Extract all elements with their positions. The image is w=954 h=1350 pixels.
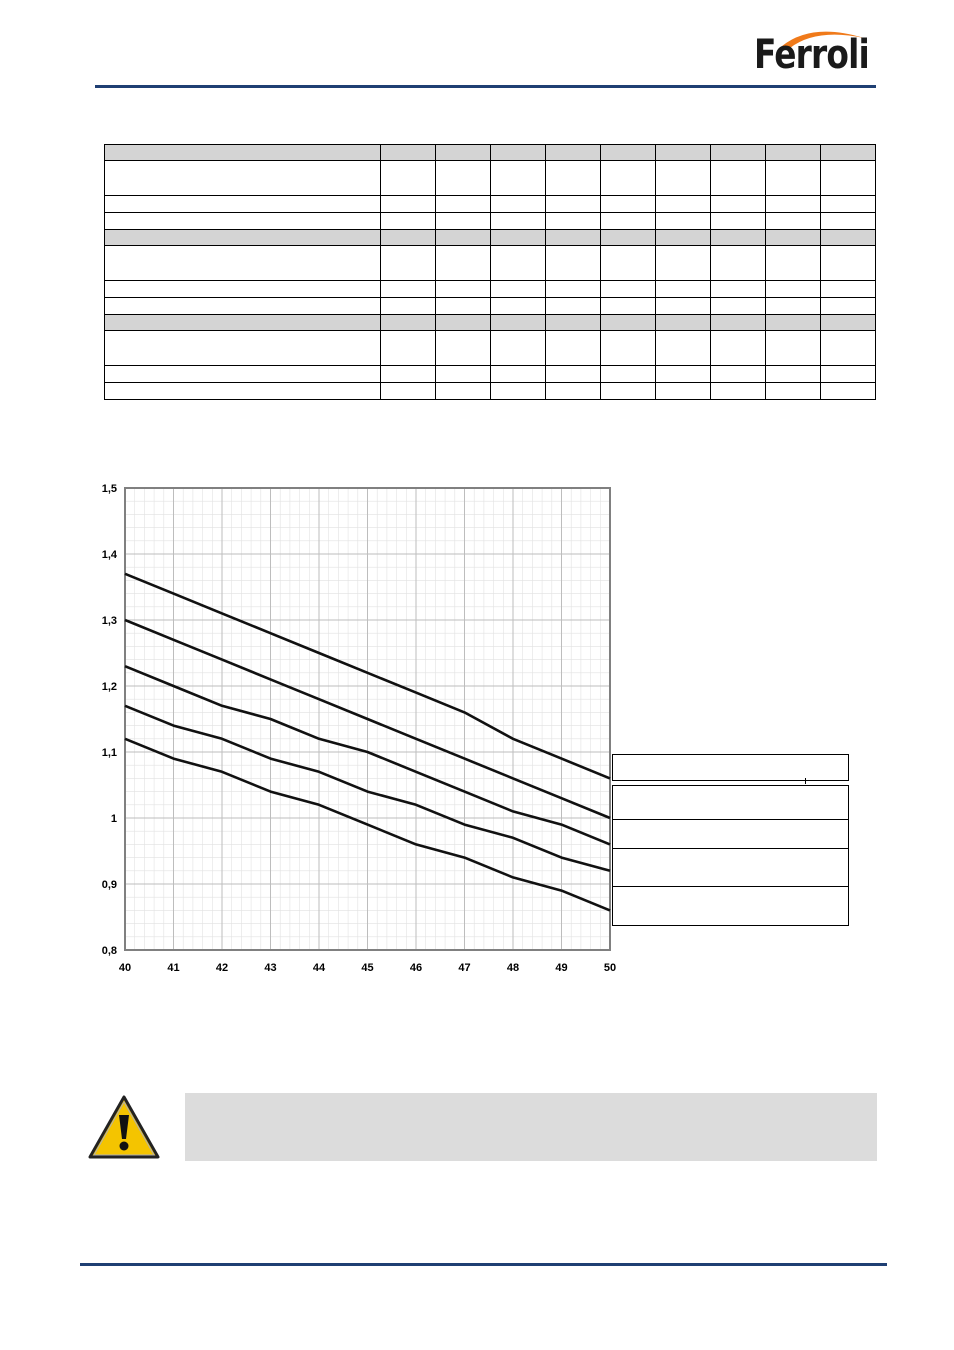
x-tick-label: 46	[409, 962, 423, 974]
table-cell	[546, 246, 601, 281]
table-cell	[766, 281, 821, 298]
table-cell	[656, 145, 711, 161]
x-tick-label: 43	[264, 962, 277, 974]
table-cell	[436, 298, 491, 315]
legend-header-box	[612, 754, 849, 781]
x-tick-label: 47	[458, 962, 471, 974]
table-row	[105, 145, 876, 161]
table-cell	[711, 383, 766, 400]
y-tick-label: 0,9	[101, 879, 117, 891]
table-cell	[546, 145, 601, 161]
table-cell	[436, 145, 491, 161]
table-cell	[766, 161, 821, 196]
table-cell	[656, 298, 711, 315]
table-cell	[821, 145, 876, 161]
table-cell	[601, 298, 656, 315]
table-cell	[601, 331, 656, 366]
table-cell	[766, 383, 821, 400]
table-cell	[381, 281, 436, 298]
table-cell	[436, 213, 491, 230]
table-cell	[436, 230, 491, 246]
table-cell	[546, 196, 601, 213]
table-cell	[711, 281, 766, 298]
table-cell	[766, 298, 821, 315]
legend-box-3	[612, 848, 849, 887]
table-cell	[601, 281, 656, 298]
table-cell	[381, 145, 436, 161]
table-cell	[766, 230, 821, 246]
table-cell	[105, 213, 381, 230]
table-cell	[711, 331, 766, 366]
table-cell	[766, 331, 821, 366]
table-cell	[711, 315, 766, 331]
table-row	[105, 196, 876, 213]
warning-triangle-icon	[86, 1093, 162, 1161]
legend-box-4	[612, 886, 849, 926]
legend-box-2	[612, 819, 849, 849]
table-cell	[381, 230, 436, 246]
table-cell	[711, 230, 766, 246]
table-cell	[711, 196, 766, 213]
table-cell	[491, 213, 546, 230]
y-tick-label: 1,2	[101, 681, 117, 693]
table-cell	[105, 281, 381, 298]
table-cell	[766, 366, 821, 383]
table-cell	[105, 246, 381, 281]
table-cell	[436, 366, 491, 383]
warning-note-box	[185, 1093, 877, 1161]
table-cell	[601, 366, 656, 383]
table-cell	[381, 161, 436, 196]
table-cell	[766, 246, 821, 281]
table-cell	[821, 298, 876, 315]
table-cell	[381, 366, 436, 383]
table-cell	[436, 161, 491, 196]
table-cell	[546, 315, 601, 331]
x-tick-label: 41	[167, 962, 180, 974]
table-cell	[105, 383, 381, 400]
table-cell	[711, 161, 766, 196]
x-tick-label: 40	[118, 962, 132, 974]
table-cell	[105, 331, 381, 366]
table-cell	[656, 246, 711, 281]
chart-y-tick-labels	[102, 483, 118, 957]
table-cell	[491, 383, 546, 400]
table-cell	[381, 213, 436, 230]
table-cell	[821, 331, 876, 366]
table-cell	[105, 298, 381, 315]
x-tick-label: 42	[215, 962, 229, 974]
table-cell	[601, 213, 656, 230]
y-tick-label: 1,1	[101, 747, 117, 759]
table-cell	[105, 366, 381, 383]
table-cell	[711, 145, 766, 161]
table-cell	[656, 161, 711, 196]
table-row	[105, 281, 876, 298]
table-cell	[656, 383, 711, 400]
table-cell	[491, 230, 546, 246]
table-cell	[381, 196, 436, 213]
table-row	[105, 331, 876, 366]
table-cell	[546, 298, 601, 315]
table-cell	[711, 366, 766, 383]
table-row	[105, 230, 876, 246]
table-cell	[546, 281, 601, 298]
table-cell	[105, 315, 381, 331]
table-row	[105, 383, 876, 400]
table-cell	[656, 281, 711, 298]
table-cell	[821, 383, 876, 400]
table-cell	[381, 383, 436, 400]
table-cell	[491, 196, 546, 213]
table-cell	[821, 213, 876, 230]
table-cell	[491, 281, 546, 298]
table-cell	[601, 161, 656, 196]
table-cell	[821, 230, 876, 246]
legend-tick-mark	[805, 778, 806, 784]
y-tick-label: 0,8	[101, 945, 117, 957]
table-cell	[105, 196, 381, 213]
x-tick-label: 49	[555, 962, 568, 974]
table-cell	[491, 366, 546, 383]
spec-table	[104, 144, 876, 400]
table-cell	[381, 246, 436, 281]
table-cell	[105, 161, 381, 196]
table-cell	[711, 246, 766, 281]
table-cell	[711, 213, 766, 230]
table-row	[105, 298, 876, 315]
table-cell	[821, 366, 876, 383]
header-rule	[95, 85, 876, 88]
table-row	[105, 246, 876, 281]
table-cell	[656, 196, 711, 213]
table-cell	[491, 161, 546, 196]
table-cell	[821, 315, 876, 331]
table-cell	[491, 315, 546, 331]
table-row	[105, 315, 876, 331]
table-cell	[546, 331, 601, 366]
table-row	[105, 366, 876, 383]
ferroli-logo	[752, 24, 878, 86]
y-tick-label: 1,5	[101, 483, 117, 495]
chart-x-tick-labels	[119, 962, 616, 974]
x-tick-label: 50	[603, 962, 617, 974]
correction-factor-chart	[90, 474, 630, 984]
table-cell	[491, 145, 546, 161]
table-cell	[766, 196, 821, 213]
table-cell	[656, 230, 711, 246]
table-cell	[436, 246, 491, 281]
table-cell	[546, 213, 601, 230]
y-tick-label: 1,3	[101, 615, 117, 627]
table-cell	[766, 213, 821, 230]
table-cell	[656, 366, 711, 383]
table-row	[105, 161, 876, 196]
table-cell	[381, 331, 436, 366]
table-cell	[821, 161, 876, 196]
table-cell	[436, 281, 491, 298]
table-cell	[656, 315, 711, 331]
table-cell	[491, 246, 546, 281]
table-cell	[821, 196, 876, 213]
table-cell	[105, 145, 381, 161]
x-tick-label: 48	[506, 962, 520, 974]
legend-box-1	[612, 785, 849, 820]
table-cell	[601, 230, 656, 246]
table-cell	[601, 383, 656, 400]
table-cell	[821, 281, 876, 298]
table-cell	[436, 315, 491, 331]
logo-wordmark: Ferroli	[754, 32, 869, 78]
table-cell	[601, 315, 656, 331]
table-cell	[381, 315, 436, 331]
table-cell	[546, 383, 601, 400]
table-cell	[546, 366, 601, 383]
table-cell	[491, 298, 546, 315]
table-cell	[601, 246, 656, 281]
table-cell	[821, 246, 876, 281]
table-cell	[491, 331, 546, 366]
table-cell	[601, 145, 656, 161]
x-tick-label: 45	[361, 962, 374, 974]
table-cell	[381, 298, 436, 315]
y-tick-label: 1	[110, 813, 117, 825]
table-cell	[105, 230, 381, 246]
table-cell	[711, 298, 766, 315]
y-tick-label: 1,4	[101, 549, 117, 561]
table-row	[105, 213, 876, 230]
table-cell	[436, 196, 491, 213]
table-cell	[436, 383, 491, 400]
table-cell	[601, 196, 656, 213]
footer-rule	[80, 1263, 887, 1266]
table-cell	[766, 315, 821, 331]
table-cell	[656, 331, 711, 366]
x-tick-label: 44	[312, 962, 326, 974]
table-cell	[766, 145, 821, 161]
table-cell	[656, 213, 711, 230]
table-cell	[546, 161, 601, 196]
table-cell	[546, 230, 601, 246]
table-cell	[436, 331, 491, 366]
